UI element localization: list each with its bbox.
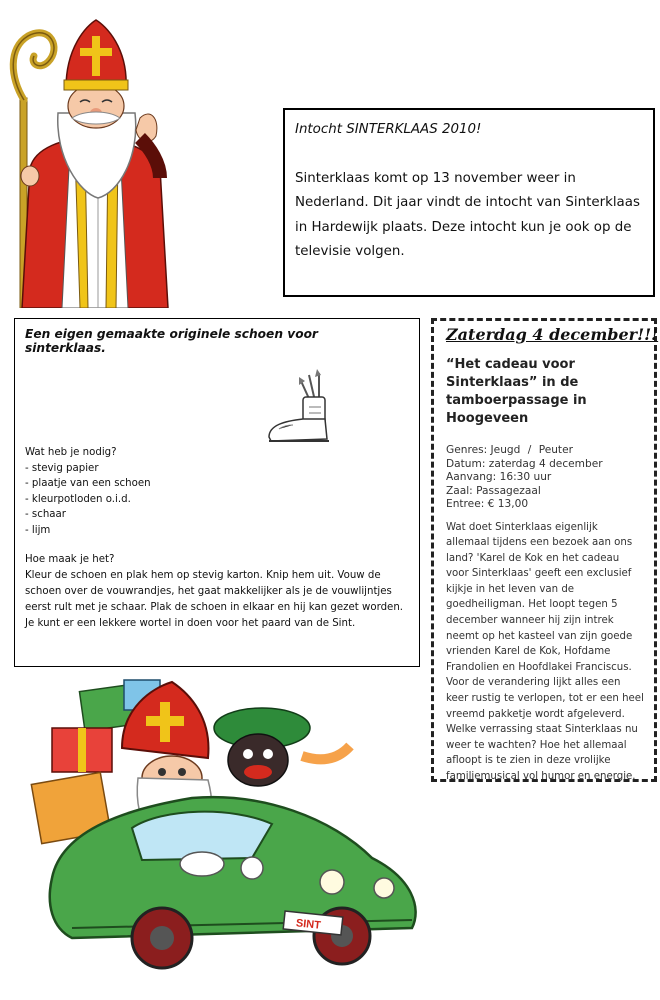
list-item: - kleurpotloden o.i.d.	[25, 493, 131, 505]
shoe-craft-box	[14, 318, 420, 667]
intocht-title: Intocht SINTERKLAAS 2010!	[295, 122, 482, 137]
sinterklaas-illustration	[0, 18, 180, 308]
event-date-heading: Zaterdag 4 december!!!	[446, 325, 659, 344]
shoe-with-carrots-icon	[265, 367, 337, 449]
list-item: - stevig papier	[25, 462, 99, 474]
event-box	[431, 318, 657, 782]
genre-jeugd: Jeugd	[490, 444, 521, 456]
list-item: - lijm	[25, 524, 51, 536]
intocht-body: Sinterklaas komt op 13 november weer in Nederland. Dit jaar vindt de intocht van Sinterklaas in Hardewijk plaats. Deze intocht kun je ook op de televisie volgen.	[295, 170, 640, 259]
genres-label: Genres:	[446, 444, 488, 456]
list-item: - plaatje van een schoen	[25, 478, 151, 489]
event-aanvang: Aanvang: 16:30 uur	[446, 471, 552, 483]
needs-question: Wat heb je nodig?	[25, 447, 117, 458]
event-description: Wat doet Sinterklaas eigenlijk allemaal tijdens een bezoek aan ons land? 'Karel de Kok en het cadeau voor Sinterklaas' geeft een exclusief kijkje in het leven van de goedheiligman. Het loopt tegen 5 december wanneer hij zijn intrek neemt op het kasteel van zijn goede vrienden Karel de Kok, Hofdame Frandolien en Hoofdlakei Franciscus. Voor de verandering lijkt alles een keer rustig te verlopen, tot er een heel vreemd pakketje wordt afgeleverd. Welke verrassing staat Sinterklaas nu weer te wachten? Hoe het allemaal afloopt is te zien in deze vrolijke familiemusical vol humor en energie.	[446, 521, 644, 782]
list-item: - schaar	[25, 509, 66, 520]
event-genres	[446, 444, 646, 458]
car-plate-text: SINT	[295, 917, 322, 932]
event-title: “Het cadeau voor Sinterklaas” in de tamboerpassage in Hoogeveen	[446, 357, 587, 426]
genre-peuter: Peuter	[538, 444, 573, 456]
how-text: Kleur de schoen en plak hem op stevig karton. Knip hem uit. Vouw de schoen over de vouwrandjes, het gaat makkelijker als je de vouwlijntjes eerst rult met je schaar. Plak de schoen in elkaar en hij kan gezet worden. Je kunt er een lekkere wortel in doen voor het paard van de Sint.	[25, 569, 404, 629]
intocht-announcement-box	[283, 108, 655, 297]
event-datum: Datum: zaterdag 4 december	[446, 457, 603, 470]
event-zaal: Zaal: Passagezaal	[446, 484, 541, 497]
sint-and-piet-car-illustration	[12, 668, 432, 988]
needs-list	[25, 461, 409, 539]
shoe-craft-title: Een eigen gemaakte originele schoen voor sinterklaas.	[25, 327, 318, 355]
event-entree: Entree: € 13,00	[446, 498, 529, 510]
how-question: Hoe maak je het?	[25, 554, 115, 565]
genre-separator: /	[527, 444, 532, 456]
